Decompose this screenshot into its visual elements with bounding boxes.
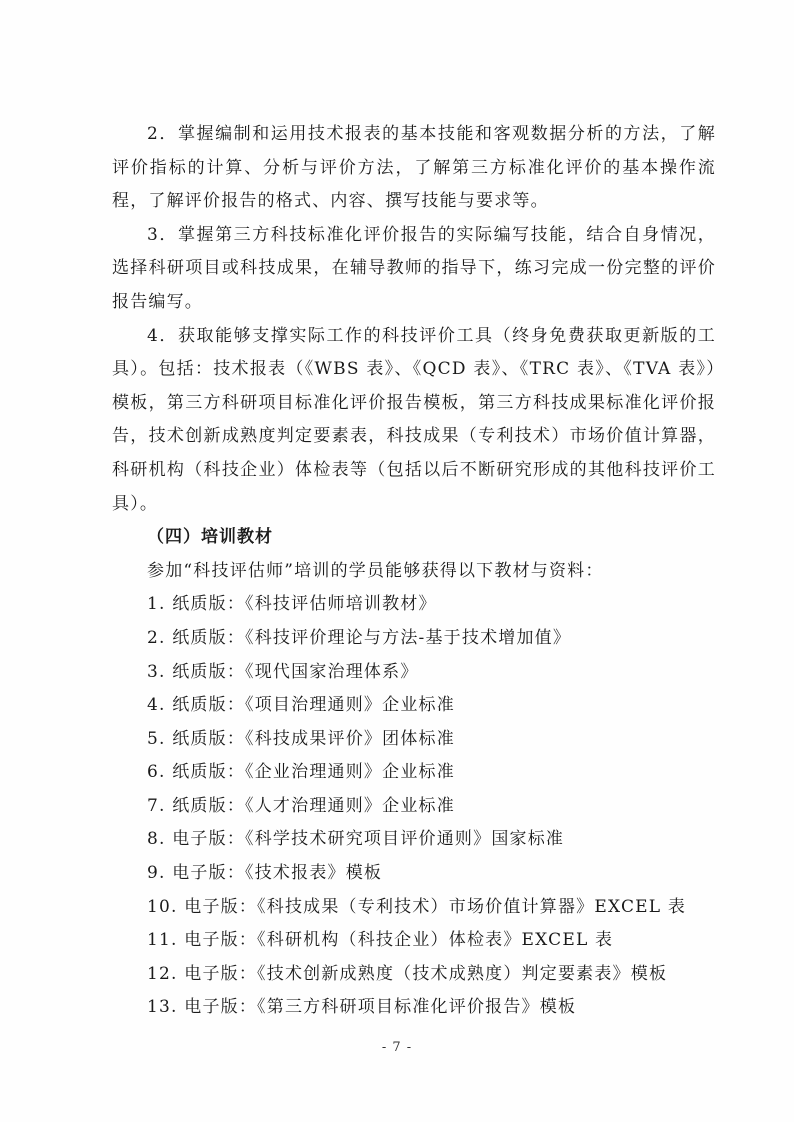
paragraph-evaluation-tools: 4．获取能够支撑实际工作的科技评价工具（终身免费获取更新版的工具）。包括：技术报表（《WBS 表》、《QCD 表》、《TRC 表》、《TVA 表》）模板，第三方科研项目标准化评价报告模板，第三方科技成果标准化评价报告，技术创新成熟度判定要素表，科技成果（专利技术）市场价值计算器，科研机构（科技企业）体检表等（包括以后不断研究形成的其他科技评价工具）。 (112, 325, 716, 514)
list-item: 2. 纸质版：《科技评价理论与方法-基于技术增加值》 (147, 627, 572, 648)
list-item: 3. 纸质版：《现代国家治理体系》 (147, 661, 419, 682)
list-item: 12. 电子版：《技术创新成熟度（技术成熟度）判定要素表》模板 (147, 963, 668, 984)
list-item: 10. 电子版：《科技成果（专利技术）市场价值计算器》EXCEL 表 (147, 896, 687, 917)
list-item: 4. 纸质版：《项目治理通则》企业标准 (147, 695, 455, 716)
paragraph-report-writing: 3．掌握第三方科技标准化评价报告的实际编写技能，结合自身情况，选择科研项目或科技成果，在辅导教师的指导下，练习完成一份完整的评价报告编写。 (112, 224, 716, 312)
list-item: 13. 电子版：《第三方科研项目标准化评价报告》模板 (147, 997, 577, 1018)
paragraph-skills-reports: 2．掌握编制和运用技术报表的基本技能和客观数据分析的方法，了解评价指标的计算、分析与评价方法，了解第三方标准化评价的基本操作流程，了解评价报告的格式、内容、撰写技能与要求等。 (112, 124, 716, 212)
section-heading-training-materials: （四）培训教材 (147, 527, 273, 548)
list-item: 9. 电子版：《技术报表》模板 (147, 863, 383, 884)
section-intro: 参加“科技评估师”培训的学员能够获得以下教材与资料： (147, 560, 604, 581)
list-item: 1. 纸质版：《科技评估师培训教材》 (147, 594, 437, 615)
list-item: 5. 纸质版：《科技成果评价》团体标准 (147, 728, 455, 749)
list-item: 8. 电子版：《科学技术研究项目评价通则》国家标准 (147, 829, 565, 850)
list-item: 7. 纸质版：《人才治理通则》企业标准 (147, 795, 455, 816)
materials-list (112, 588, 716, 1025)
list-item: 6. 纸质版：《企业治理通则》企业标准 (147, 762, 455, 783)
document-body (112, 118, 716, 1025)
list-item: 11. 电子版：《科研机构（科技企业）体检表》EXCEL 表 (147, 930, 614, 951)
page-number: - 7 - (381, 1040, 413, 1055)
